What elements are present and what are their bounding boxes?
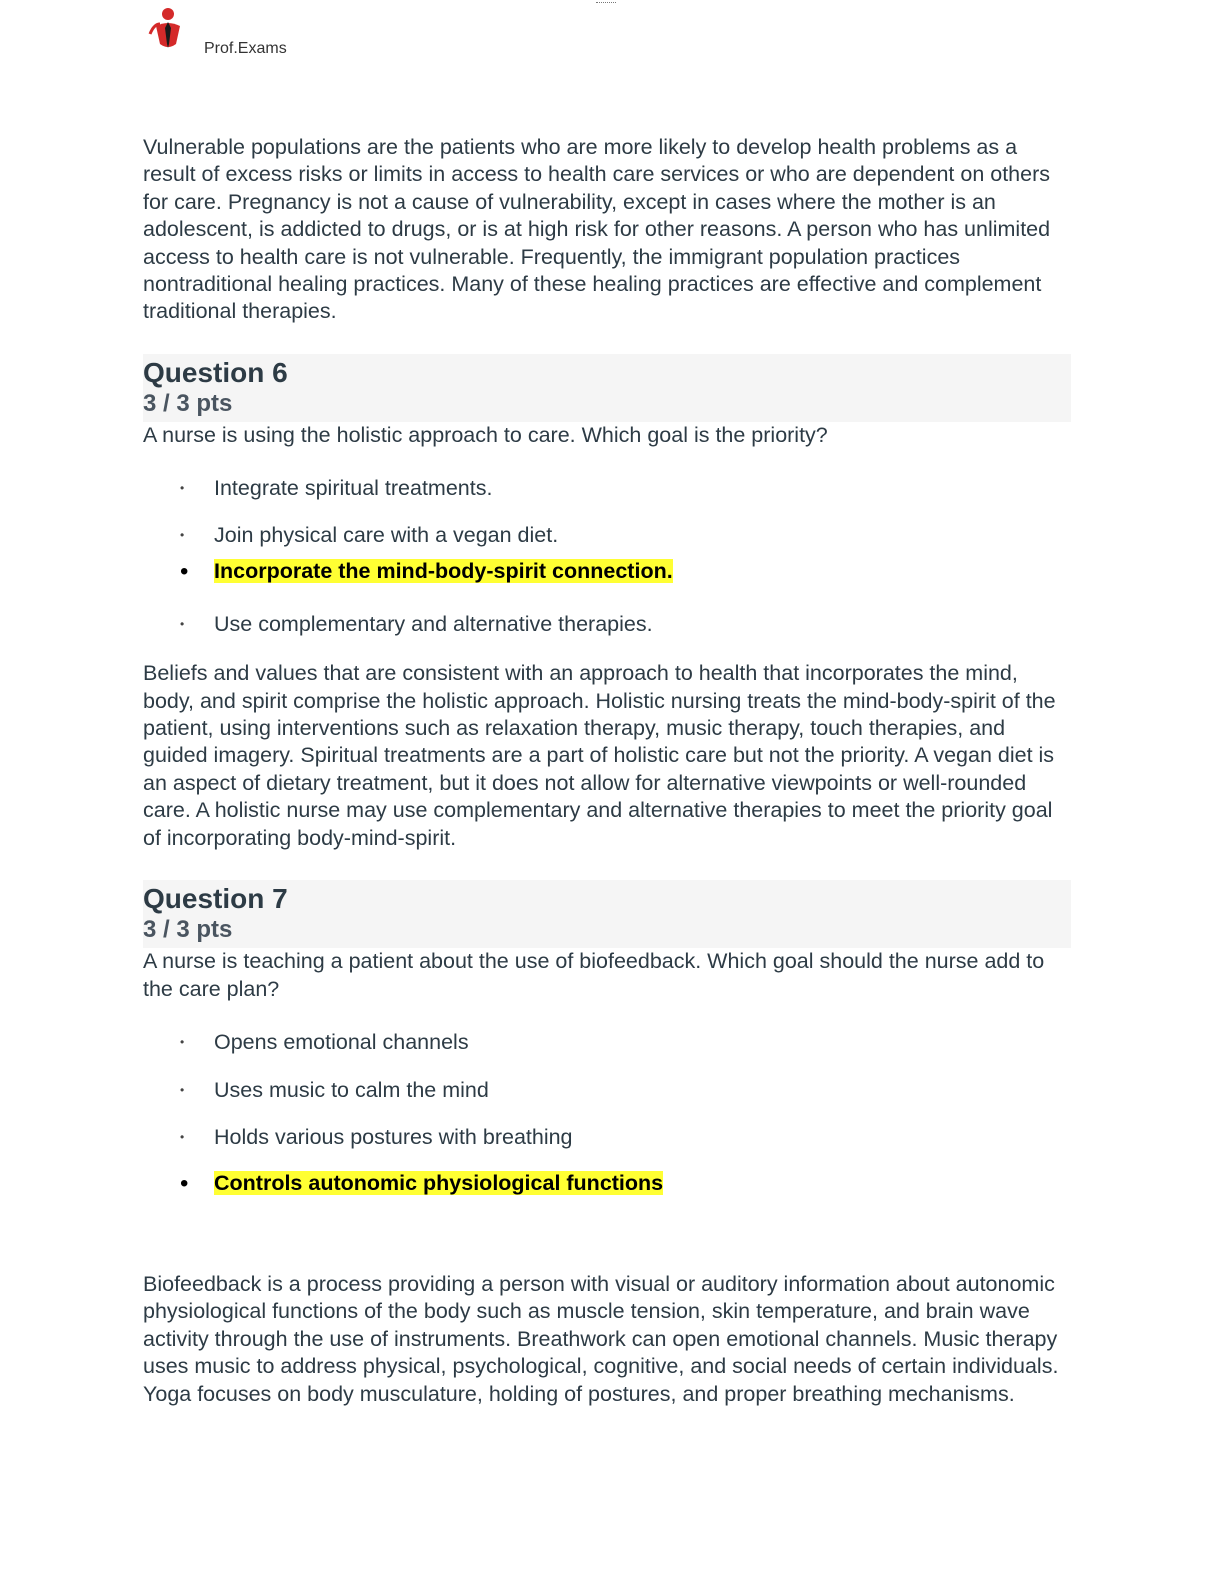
bullet-icon: • bbox=[180, 1169, 189, 1197]
question-6-header bbox=[143, 354, 1071, 422]
bullet-icon: • bbox=[180, 558, 189, 586]
answer-option: • Join physical care with a vegan diet. bbox=[180, 523, 559, 548]
intro-explanation: Vulnerable populations are the patients who are more likely to develop health problems as a result of excess risks or limits in access to health care services or who are dependent on others for care. Pregnancy is not a cause of vulnerability, except in cases where the mother is an adolescent, is addicted to drugs, or is at high risk for other reasons. A person who has unlimited access to health care is not vulnerable. Frequently, the immigrant population practices nontraditional healing practices. Many of these healing practices are effective and complement traditional therapies. bbox=[143, 135, 1051, 324]
answer-option: • Opens emotional channels bbox=[180, 1029, 469, 1054]
answer-option: • Holds various postures with breathing bbox=[180, 1124, 573, 1149]
brand-name: Prof.Exams bbox=[204, 40, 287, 57]
answer-list bbox=[143, 1029, 1071, 1197]
prof-exams-logo-icon bbox=[146, 4, 190, 52]
question-points: 3 / 3 pts bbox=[143, 389, 233, 417]
bullet-icon: • bbox=[180, 617, 185, 632]
question-title: Question 6 bbox=[143, 356, 288, 388]
answer-list bbox=[143, 475, 1071, 638]
question-explanation: Beliefs and values that are consistent with an approach to health that incorporates the mind, body, and spirit comprise the holistic approach. Holistic nursing treats the mind-body-spirit of the patient, using interventions such as relaxation therapy, music therapy, touch therapies, and guided imagery. Spiritual treatments are a part of holistic care but not the priority. A vegan diet is an aspect of dietary treatment, but it does not allow for alternative viewpoints or well-rounded care. A holistic nurse may use complementary and alternative therapies to meet the priority goal of incorporating body-mind-spirit. bbox=[143, 661, 1056, 850]
document-content bbox=[143, 134, 1071, 1408]
answer-option: • Uses music to calm the mind bbox=[180, 1077, 489, 1102]
bullet-icon: • bbox=[180, 1034, 185, 1049]
answer-option-correct: • Controls autonomic physiological functions bbox=[180, 1169, 664, 1197]
question-text: A nurse is teaching a patient about the use of biofeedback. Which goal should the nurse add to the care plan? bbox=[143, 949, 1045, 1001]
bullet-icon: • bbox=[180, 1129, 185, 1144]
answer-option: • Integrate spiritual treatments. bbox=[180, 476, 493, 501]
question-title: Question 7 bbox=[143, 883, 288, 915]
top-center-mark bbox=[596, 0, 616, 3]
question-text: A nurse is using the holistic approach to care. Which goal is the priority? bbox=[143, 422, 828, 447]
answer-option: • Use complementary and alternative therapies. bbox=[180, 612, 653, 637]
bullet-icon: • bbox=[180, 1082, 185, 1097]
question-explanation: Biofeedback is a process providing a person with visual or auditory information about autonomic physiological functions of the body such as muscle tension, skin temperature, and brain wave activity through the use of instruments. Breathwork can open emotional channels. Music therapy uses music to address physical, psychological, cognitive, and social needs of certain individuals. Yoga focuses on body musculature, holding of postures, and proper breathing mechanisms. bbox=[143, 1271, 1059, 1406]
bullet-icon: • bbox=[180, 481, 185, 496]
bullet-icon: • bbox=[180, 528, 185, 543]
question-7-header bbox=[143, 880, 1071, 948]
question-points: 3 / 3 pts bbox=[143, 916, 233, 944]
answer-option-correct: • Incorporate the mind-body-spirit connection. bbox=[180, 558, 673, 586]
